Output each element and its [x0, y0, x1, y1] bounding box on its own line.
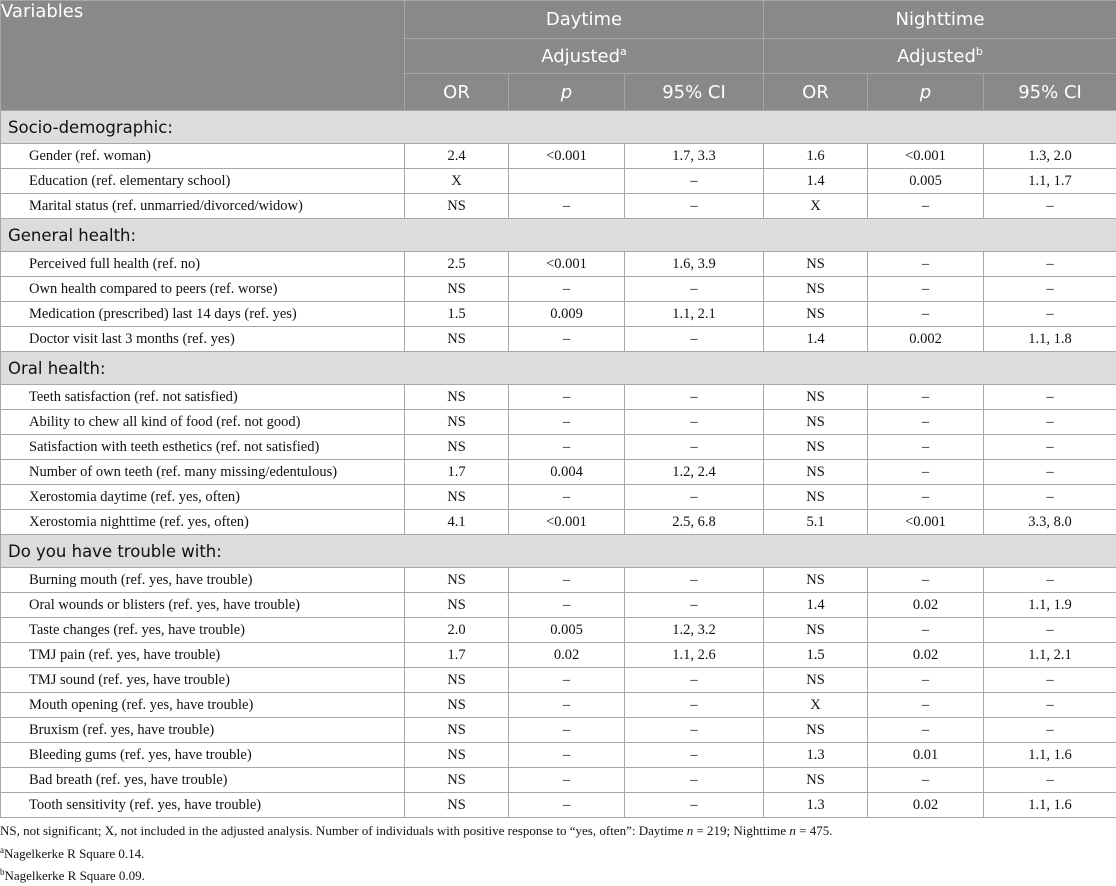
- daytime-or-cell: NS: [405, 385, 509, 410]
- daytime-p-cell: <0.001: [509, 510, 625, 535]
- nighttime-ci-cell: –: [984, 302, 1116, 327]
- daytime-adjusted-header: Adjusted$^a$: [405, 39, 764, 74]
- variable-label: Bruxism (ref. yes, have trouble): [1, 718, 405, 743]
- daytime-ci-cell: –: [625, 327, 764, 352]
- daytime-p-cell: –: [509, 593, 625, 618]
- nighttime-p-cell: –: [868, 568, 984, 593]
- daytime-or-cell: NS: [405, 410, 509, 435]
- daytime-or-cell: 2.4: [405, 144, 509, 169]
- daytime-ci-cell: 1.1, 2.1: [625, 302, 764, 327]
- nighttime-ci-cell: –: [984, 385, 1116, 410]
- footnotes: [0, 822, 1110, 886]
- daytime-p-cell: –: [509, 668, 625, 693]
- section-row: [1, 352, 1116, 385]
- daytime-or-cell: NS: [405, 568, 509, 593]
- daytime-ci-cell: –: [625, 435, 764, 460]
- variable-label: Perceived full health (ref. no): [1, 252, 405, 277]
- daytime-or-cell: NS: [405, 718, 509, 743]
- nighttime-or-header: OR: [764, 74, 868, 111]
- section-title: General health:: [1, 219, 1116, 252]
- table-row: [1, 302, 1116, 327]
- daytime-or-cell: 1.5: [405, 302, 509, 327]
- nighttime-p-cell: –: [868, 410, 984, 435]
- nighttime-p-cell: 0.02: [868, 793, 984, 818]
- nighttime-ci-cell: –: [984, 252, 1116, 277]
- nighttime-or-cell: NS: [764, 668, 868, 693]
- nighttime-ci-cell: 1.1, 1.8: [984, 327, 1116, 352]
- variable-label: Number of own teeth (ref. many missing/edentulous): [1, 460, 405, 485]
- table-row: [1, 252, 1116, 277]
- nighttime-p-cell: –: [868, 668, 984, 693]
- nighttime-or-cell: NS: [764, 460, 868, 485]
- daytime-ci-cell: –: [625, 485, 764, 510]
- variable-label: Bad breath (ref. yes, have trouble): [1, 768, 405, 793]
- table-row: [1, 668, 1116, 693]
- nighttime-p-cell: <0.001: [868, 144, 984, 169]
- nighttime-p-cell: 0.01: [868, 743, 984, 768]
- daytime-p-cell: –: [509, 410, 625, 435]
- section-title: Do you have trouble with:: [1, 535, 1116, 568]
- nighttime-header: Nighttime: [764, 1, 1116, 39]
- section-row: [1, 535, 1116, 568]
- daytime-p-cell: –: [509, 277, 625, 302]
- nighttime-p-cell: –: [868, 302, 984, 327]
- nighttime-or-cell: 1.4: [764, 169, 868, 194]
- variable-label: Xerostomia daytime (ref. yes, often): [1, 485, 405, 510]
- daytime-p-cell: –: [509, 793, 625, 818]
- nighttime-ci-cell: –: [984, 693, 1116, 718]
- nighttime-p-cell: –: [868, 718, 984, 743]
- daytime-or-cell: NS: [405, 793, 509, 818]
- section-row: [1, 111, 1116, 144]
- nighttime-p-cell: –: [868, 485, 984, 510]
- table-row: [1, 718, 1116, 743]
- daytime-p-cell: –: [509, 693, 625, 718]
- nighttime-or-cell: NS: [764, 277, 868, 302]
- daytime-ci-cell: –: [625, 410, 764, 435]
- nighttime-p-cell: 0.005: [868, 169, 984, 194]
- table-row: [1, 568, 1116, 593]
- variable-label: Education (ref. elementary school): [1, 169, 405, 194]
- daytime-p-cell: –: [509, 485, 625, 510]
- daytime-or-cell: NS: [405, 743, 509, 768]
- table-row: [1, 743, 1116, 768]
- footnote-abbreviations: NS, not significant; X, not included in the adjusted analysis. Number of individuals with positive response to “yes, often”: Daytime n = 219; Nighttime n = 475.: [0, 822, 1110, 841]
- nighttime-ci-cell: –: [984, 277, 1116, 302]
- nighttime-or-cell: NS: [764, 768, 868, 793]
- table-row: [1, 768, 1116, 793]
- daytime-or-cell: NS: [405, 277, 509, 302]
- footnote-b: $^b$Nagelkerke R Square 0.09.: [0, 863, 1110, 886]
- daytime-ci-header: 95% CI: [625, 74, 764, 111]
- daytime-p-cell: –: [509, 568, 625, 593]
- nighttime-ci-cell: 1.1, 1.6: [984, 793, 1116, 818]
- nighttime-p-cell: 0.02: [868, 593, 984, 618]
- daytime-p-cell: –: [509, 435, 625, 460]
- nighttime-p-cell: –: [868, 768, 984, 793]
- table-row: [1, 277, 1116, 302]
- variable-label: Burning mouth (ref. yes, have trouble): [1, 568, 405, 593]
- variable-label: Tooth sensitivity (ref. yes, have trouble): [1, 793, 405, 818]
- daytime-ci-cell: –: [625, 793, 764, 818]
- nighttime-p-cell: 0.002: [868, 327, 984, 352]
- nighttime-ci-header: 95% CI: [984, 74, 1116, 111]
- variable-label: Satisfaction with teeth esthetics (ref. not satisfied): [1, 435, 405, 460]
- nighttime-ci-cell: 1.1, 2.1: [984, 643, 1116, 668]
- nighttime-or-cell: 1.4: [764, 327, 868, 352]
- variables-header: Variables: [1, 1, 405, 111]
- daytime-or-cell: NS: [405, 593, 509, 618]
- daytime-ci-cell: 1.2, 2.4: [625, 460, 764, 485]
- nighttime-ci-cell: –: [984, 718, 1116, 743]
- nighttime-p-cell: –: [868, 277, 984, 302]
- variable-label: Gender (ref. woman): [1, 144, 405, 169]
- daytime-p-cell: –: [509, 743, 625, 768]
- daytime-p-cell: –: [509, 327, 625, 352]
- table-row: [1, 169, 1116, 194]
- nighttime-ci-cell: 1.3, 2.0: [984, 144, 1116, 169]
- table-row: [1, 485, 1116, 510]
- daytime-ci-cell: 1.6, 3.9: [625, 252, 764, 277]
- variable-label: Mouth opening (ref. yes, have trouble): [1, 693, 405, 718]
- nighttime-or-cell: NS: [764, 410, 868, 435]
- daytime-p-cell: –: [509, 385, 625, 410]
- section-title: Oral health:: [1, 352, 1116, 385]
- variable-label: Doctor visit last 3 months (ref. yes): [1, 327, 405, 352]
- nighttime-p-cell: –: [868, 618, 984, 643]
- variable-label: Xerostomia nighttime (ref. yes, often): [1, 510, 405, 535]
- table-row: [1, 410, 1116, 435]
- section-row: [1, 219, 1116, 252]
- daytime-p-cell: <0.001: [509, 144, 625, 169]
- daytime-ci-cell: 1.1, 2.6: [625, 643, 764, 668]
- nighttime-or-cell: NS: [764, 568, 868, 593]
- daytime-ci-cell: –: [625, 194, 764, 219]
- table-row: [1, 693, 1116, 718]
- variable-label: Marital status (ref. unmarried/divorced/widow): [1, 194, 405, 219]
- daytime-p-cell: [509, 169, 625, 194]
- daytime-ci-cell: –: [625, 568, 764, 593]
- table-row: [1, 643, 1116, 668]
- nighttime-p-cell: –: [868, 435, 984, 460]
- table-row: [1, 385, 1116, 410]
- footnote-a: $^a$Nagelkerke R Square 0.14.: [0, 841, 1110, 864]
- variable-label: Own health compared to peers (ref. worse): [1, 277, 405, 302]
- nighttime-ci-cell: 1.1, 1.9: [984, 593, 1116, 618]
- nighttime-p-cell: –: [868, 385, 984, 410]
- nighttime-ci-cell: 1.1, 1.6: [984, 743, 1116, 768]
- nighttime-p-cell: 0.02: [868, 643, 984, 668]
- nighttime-or-cell: 5.1: [764, 510, 868, 535]
- daytime-ci-cell: –: [625, 593, 764, 618]
- nighttime-or-cell: 1.5: [764, 643, 868, 668]
- variable-label: Bleeding gums (ref. yes, have trouble): [1, 743, 405, 768]
- variable-label: Teeth satisfaction (ref. not satisfied): [1, 385, 405, 410]
- daytime-or-cell: 4.1: [405, 510, 509, 535]
- daytime-p-header: p: [509, 74, 625, 111]
- nighttime-adjusted-header: Adjusted$^b$: [764, 39, 1116, 74]
- nighttime-p-cell: <0.001: [868, 510, 984, 535]
- variable-label: Taste changes (ref. yes, have trouble): [1, 618, 405, 643]
- daytime-ci-cell: –: [625, 693, 764, 718]
- daytime-or-cell: 2.5: [405, 252, 509, 277]
- table-row: [1, 194, 1116, 219]
- nighttime-or-cell: NS: [764, 435, 868, 460]
- nighttime-p-cell: –: [868, 693, 984, 718]
- daytime-ci-cell: –: [625, 668, 764, 693]
- nighttime-p-header: p: [868, 74, 984, 111]
- daytime-ci-cell: –: [625, 743, 764, 768]
- nighttime-or-cell: NS: [764, 618, 868, 643]
- daytime-p-cell: 0.004: [509, 460, 625, 485]
- daytime-or-cell: X: [405, 169, 509, 194]
- nighttime-or-cell: NS: [764, 485, 868, 510]
- nighttime-or-cell: NS: [764, 252, 868, 277]
- daytime-or-cell: NS: [405, 327, 509, 352]
- daytime-p-cell: –: [509, 768, 625, 793]
- nighttime-p-cell: –: [868, 252, 984, 277]
- variable-label: Medication (prescribed) last 14 days (ref. yes): [1, 302, 405, 327]
- daytime-ci-cell: –: [625, 385, 764, 410]
- nighttime-or-cell: 1.6: [764, 144, 868, 169]
- table-row: [1, 793, 1116, 818]
- daytime-or-cell: NS: [405, 194, 509, 219]
- daytime-p-cell: –: [509, 718, 625, 743]
- daytime-ci-cell: –: [625, 277, 764, 302]
- daytime-ci-cell: 1.2, 3.2: [625, 618, 764, 643]
- nighttime-ci-cell: –: [984, 568, 1116, 593]
- daytime-ci-cell: –: [625, 169, 764, 194]
- daytime-ci-cell: 2.5, 6.8: [625, 510, 764, 535]
- nighttime-ci-cell: 1.1, 1.7: [984, 169, 1116, 194]
- daytime-header: Daytime: [405, 1, 764, 39]
- nighttime-or-cell: NS: [764, 718, 868, 743]
- daytime-or-cell: 2.0: [405, 618, 509, 643]
- daytime-or-cell: 1.7: [405, 643, 509, 668]
- daytime-ci-cell: –: [625, 768, 764, 793]
- nighttime-ci-cell: –: [984, 410, 1116, 435]
- nighttime-or-cell: 1.4: [764, 593, 868, 618]
- variable-label: Oral wounds or blisters (ref. yes, have trouble): [1, 593, 405, 618]
- table-row: [1, 327, 1116, 352]
- table-row: [1, 593, 1116, 618]
- daytime-p-cell: <0.001: [509, 252, 625, 277]
- table-row: [1, 510, 1116, 535]
- daytime-or-cell: NS: [405, 768, 509, 793]
- daytime-or-header: OR: [405, 74, 509, 111]
- nighttime-ci-cell: –: [984, 668, 1116, 693]
- daytime-p-cell: 0.009: [509, 302, 625, 327]
- nighttime-ci-cell: –: [984, 460, 1116, 485]
- table-row: [1, 618, 1116, 643]
- daytime-p-cell: 0.02: [509, 643, 625, 668]
- variable-label: TMJ sound (ref. yes, have trouble): [1, 668, 405, 693]
- nighttime-ci-cell: 3.3, 8.0: [984, 510, 1116, 535]
- nighttime-ci-cell: –: [984, 194, 1116, 219]
- daytime-p-cell: –: [509, 194, 625, 219]
- nighttime-or-cell: 1.3: [764, 793, 868, 818]
- table-row: [1, 460, 1116, 485]
- daytime-or-cell: 1.7: [405, 460, 509, 485]
- variable-label: TMJ pain (ref. yes, have trouble): [1, 643, 405, 668]
- daytime-or-cell: NS: [405, 435, 509, 460]
- daytime-ci-cell: –: [625, 718, 764, 743]
- table-row: [1, 144, 1116, 169]
- daytime-p-cell: 0.005: [509, 618, 625, 643]
- nighttime-ci-cell: –: [984, 485, 1116, 510]
- table-body: [1, 111, 1116, 818]
- variable-label: Ability to chew all kind of food (ref. not good): [1, 410, 405, 435]
- nighttime-ci-cell: –: [984, 768, 1116, 793]
- nighttime-p-cell: –: [868, 460, 984, 485]
- nighttime-ci-cell: –: [984, 618, 1116, 643]
- nighttime-ci-cell: –: [984, 435, 1116, 460]
- daytime-or-cell: NS: [405, 668, 509, 693]
- nighttime-or-cell: X: [764, 194, 868, 219]
- nighttime-or-cell: NS: [764, 385, 868, 410]
- daytime-ci-cell: 1.7, 3.3: [625, 144, 764, 169]
- table-row: [1, 435, 1116, 460]
- nighttime-p-cell: –: [868, 194, 984, 219]
- nighttime-or-cell: 1.3: [764, 743, 868, 768]
- nighttime-or-cell: NS: [764, 302, 868, 327]
- daytime-or-cell: NS: [405, 485, 509, 510]
- nighttime-or-cell: X: [764, 693, 868, 718]
- daytime-or-cell: NS: [405, 693, 509, 718]
- section-title: Socio-demographic:: [1, 111, 1116, 144]
